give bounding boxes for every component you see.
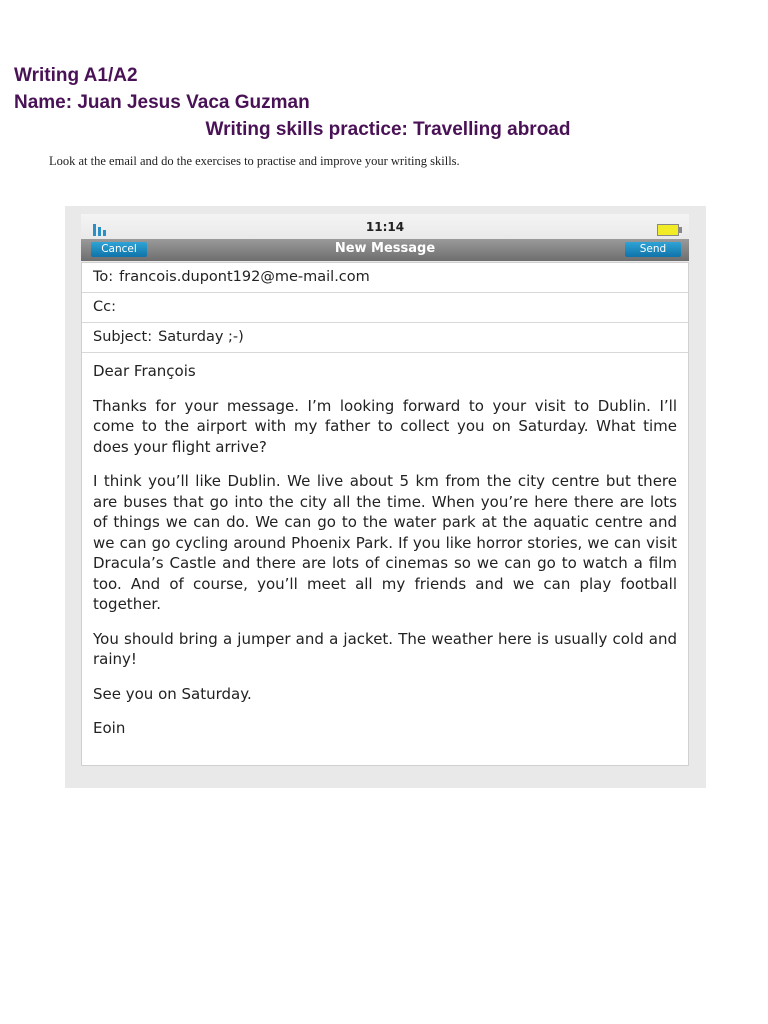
email-paragraph-3: You should bring a jumper and a jacket. The weather here is usually cold and rainy!: [93, 629, 677, 668]
email-body[interactable]: [82, 353, 688, 739]
subject-label: Subject:: [93, 329, 153, 345]
cc-field[interactable]: [82, 293, 688, 323]
email-compose-panel: [81, 262, 689, 766]
email-closing: See you on Saturday.: [93, 684, 252, 703]
email-paragraph-1: Thanks for your message. I’m looking forward to your visit to Dublin. I’ll come to the airport with my father to collect you on Saturday. What time does your flight arrive?: [93, 396, 677, 456]
course-level: Writing A1/A2: [14, 65, 138, 86]
instructions: Look at the email and do the exercises to practise and improve your writing skills.: [49, 154, 460, 168]
clock: 11:14: [365, 220, 405, 234]
student-name: Name: Juan Jesus Vaca Guzman: [14, 92, 310, 113]
page-title: Writing skills practice: Travelling abroad: [205, 119, 571, 140]
email-greeting: Dear François: [93, 362, 196, 380]
email-signature: Eoin: [93, 719, 126, 737]
battery-icon: [657, 224, 679, 236]
cancel-button[interactable]: Cancel: [91, 242, 147, 257]
cc-label: Cc:: [93, 299, 116, 315]
send-button[interactable]: Send: [625, 242, 681, 257]
email-paragraph-2: I think you’ll like Dublin. We live about 5 km from the city centre but there are buses that go into the city all the time. When you’re here there are lots of things we can do. We can go to the water park at the aquatic centre and we can go cycling around Phoenix Park. If you like horror stories, we can visit Dracula’s Castle and there are lots of cinemas so we can go to watch a film too. And of course, you’ll meet all my friends and we can play football together.: [93, 472, 677, 613]
to-label: To:: [93, 269, 114, 285]
phone-screenshot: [65, 206, 706, 788]
subject-field[interactable]: [82, 323, 688, 353]
subject-value[interactable]: Saturday ;-): [158, 329, 244, 345]
document-header: [14, 62, 754, 143]
nav-title: New Message: [334, 241, 436, 256]
to-value[interactable]: francois.dupont192@me-mail.com: [119, 269, 370, 285]
nav-bar: [81, 239, 689, 261]
to-field[interactable]: [82, 263, 688, 293]
